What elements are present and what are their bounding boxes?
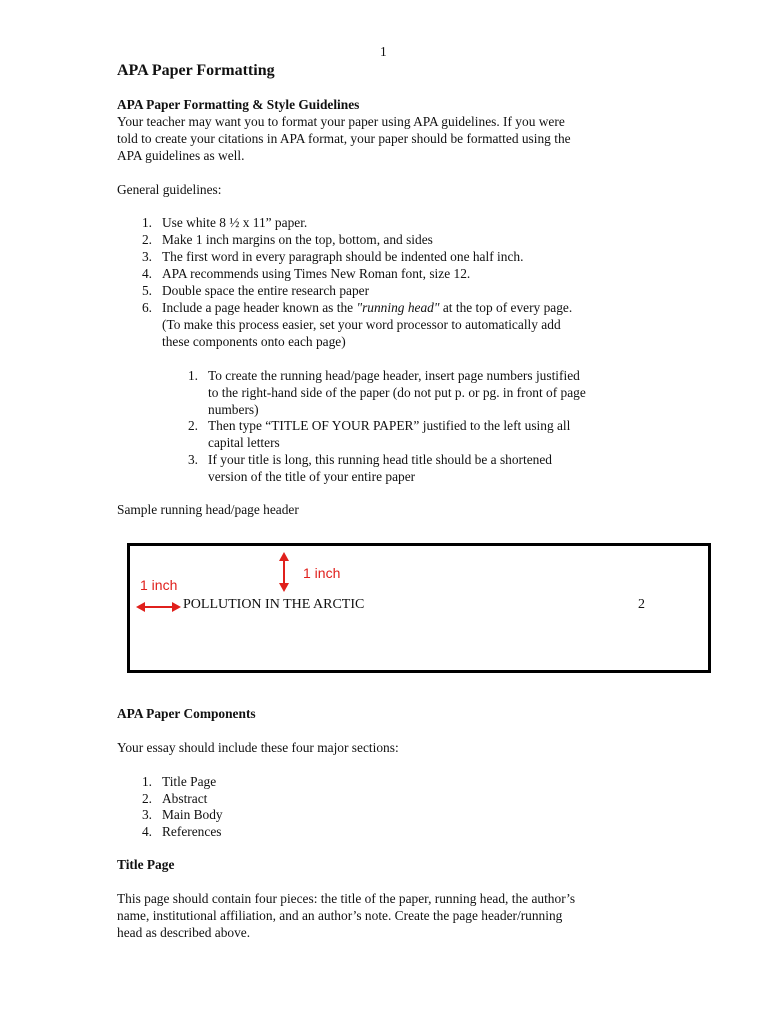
list-item: To create the running head/page header, insert page numbers justified xyxy=(208,368,580,383)
list-item-text: at the top of every page. xyxy=(439,300,573,315)
list-number: 4. xyxy=(141,266,152,281)
list-number: 1. xyxy=(187,368,198,383)
list-item-continuation: to the right-hand side of the paper (do not put p. or pg. in front of page xyxy=(208,385,586,400)
list-number: 2. xyxy=(187,418,198,433)
section-heading-title-page: Title Page xyxy=(117,857,175,872)
sample-page-number: 2 xyxy=(638,597,645,612)
list-item-continuation: (To make this process easier, set your word processor to automatically add xyxy=(162,317,561,332)
list-number: 3. xyxy=(141,807,152,822)
components-intro: Your essay should include these four major sections: xyxy=(117,740,399,755)
list-number: 6. xyxy=(141,300,152,315)
page-number: 1 xyxy=(380,44,387,59)
intro-line: Your teacher may want you to format your paper using APA guidelines. If you were xyxy=(117,114,565,129)
list-number: 2. xyxy=(141,791,152,806)
list-number: 5. xyxy=(141,283,152,298)
list-item: Abstract xyxy=(162,791,208,806)
list-item: If your title is long, this running head title should be a shortened xyxy=(208,452,553,467)
left-margin-label: 1 inch xyxy=(140,577,178,593)
list-item: The first word in every paragraph should be indented one half inch. xyxy=(162,249,524,264)
list-number: 3. xyxy=(187,452,198,467)
sample-running-head: POLLUTION IN THE ARCTIC xyxy=(183,597,365,612)
list-number: 3. xyxy=(141,249,152,264)
list-item-continuation: numbers) xyxy=(208,402,259,417)
section-heading-components: APA Paper Components xyxy=(117,706,256,721)
document-title: APA Paper Formatting xyxy=(117,62,275,79)
intro-line: told to create your citations in APA format, your paper should be formatted using the xyxy=(117,131,571,146)
list-item-continuation: capital letters xyxy=(208,435,280,450)
list-number: 2. xyxy=(141,232,152,247)
running-head-term: "running head" xyxy=(356,300,440,315)
paragraph-line: head as described above. xyxy=(117,925,251,940)
list-item xyxy=(162,299,572,316)
list-item: Then type “TITLE OF YOUR PAPER” justified to the left using all xyxy=(208,418,571,433)
paragraph-line: name, institutional affiliation, and an author’s note. Create the page header/running xyxy=(117,908,563,923)
list-item: Main Body xyxy=(162,807,223,822)
list-item-continuation: these components onto each page) xyxy=(162,334,346,349)
general-guidelines-label: General guidelines: xyxy=(117,182,222,197)
section-heading-guidelines: APA Paper Formatting & Style Guidelines xyxy=(117,97,360,112)
list-number: 1. xyxy=(141,215,152,230)
list-item: References xyxy=(162,824,222,839)
list-number: 1. xyxy=(141,774,152,789)
list-item: APA recommends using Times New Roman font, size 12. xyxy=(162,266,471,281)
list-item: Make 1 inch margins on the top, bottom, and sides xyxy=(162,232,433,247)
list-item-continuation: version of the title of your entire paper xyxy=(208,469,416,484)
list-item: Title Page xyxy=(162,774,217,789)
list-item: Double space the entire research paper xyxy=(162,283,370,298)
intro-line: APA guidelines as well. xyxy=(117,148,245,163)
list-number: 4. xyxy=(141,824,152,839)
paragraph-line: This page should contain four pieces: the title of the paper, running head, the author’s xyxy=(117,891,576,906)
list-item-text: Include a page header known as the xyxy=(162,300,357,315)
list-item: Use white 8 ½ x 11” paper. xyxy=(162,215,308,230)
sample-running-head-label: Sample running head/page header xyxy=(117,502,299,517)
top-margin-label: 1 inch xyxy=(303,565,341,581)
